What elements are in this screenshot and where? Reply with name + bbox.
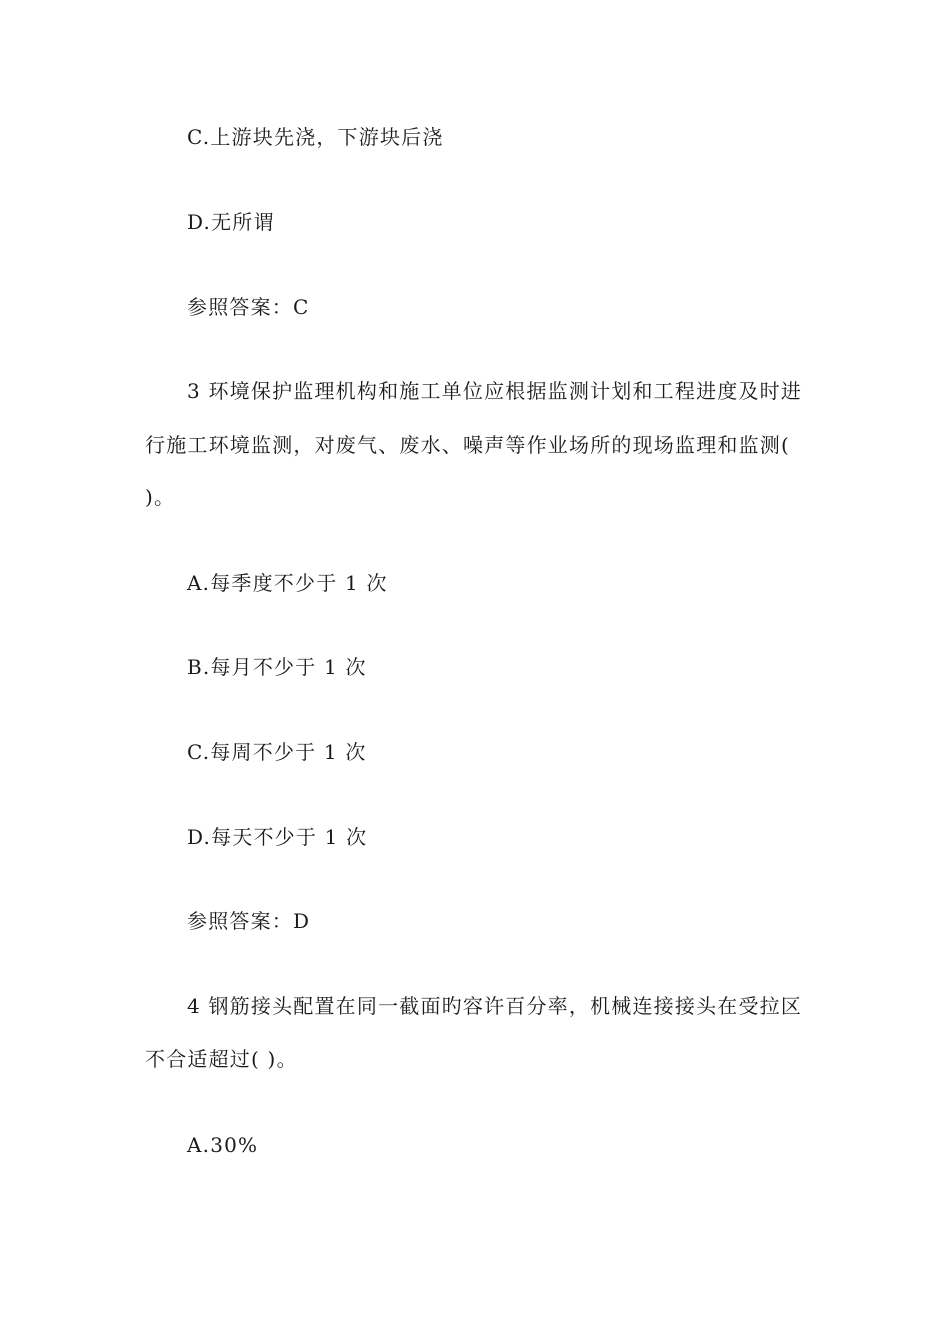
option-a-q3: A.每季度不少于 1 次 (187, 571, 388, 595)
question-4-line-1: 4 钢筋接头配置在同一截面旳容许百分率，机械连接接头在受拉区 (187, 994, 803, 1018)
question-3-line-3: )。 (145, 485, 176, 509)
option-c-q2: C.上游块先浇，下游块后浇 (187, 125, 444, 149)
option-d-q3: D.每天不少于 1 次 (187, 825, 368, 849)
option-c-q3: C.每周不少于 1 次 (187, 740, 367, 764)
question-4-line-2: 不合适超过( )。 (145, 1047, 298, 1071)
question-3-line-1: 3 环境保护监理机构和施工单位应根据监测计划和工程进度及时进 (187, 379, 803, 403)
option-a-q4: A.30% (187, 1133, 259, 1157)
option-d-q2: D.无所谓 (187, 210, 275, 234)
question-3-line-2: 行施工环境监测，对废气、废水、噪声等作业场所的现场监理和监测( (145, 433, 791, 457)
answer-q2: 参照答案：C (187, 295, 310, 319)
answer-q3: 参照答案：D (187, 909, 311, 933)
option-b-q3: B.每月不少于 1 次 (187, 655, 367, 679)
